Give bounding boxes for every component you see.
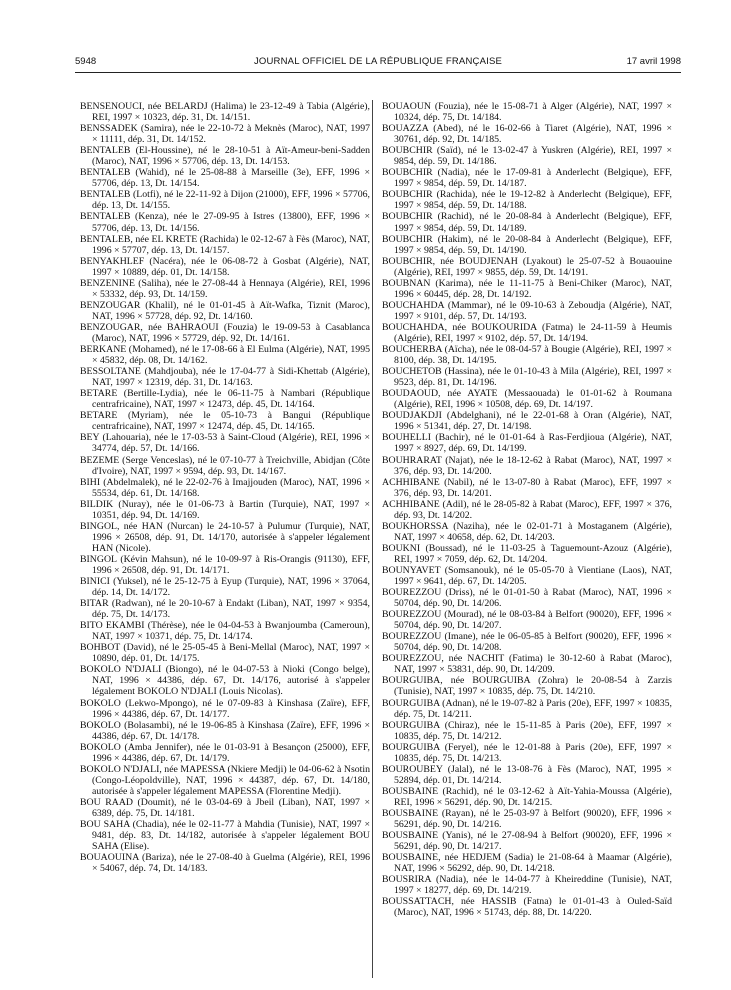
register-entry: BOUCHERBA (Aïcha), née le 08-04-57 à Bougie (Algérie), REI, 1997 × 8100, dép. 38, Dt. 14/195. xyxy=(382,344,672,367)
register-entry: BOURGUIBA (Adnan), né le 19-07-82 à Paris (20e), EFF, 1997 × 10835, dép. 75, Dt. 14/211. xyxy=(382,697,672,720)
register-entry: BOUSBAINE (Yanis), né le 27-08-94 à Belfort (90020), EFF, 1996 × 56291, dép. 90, Dt. 14/217. xyxy=(382,830,672,853)
register-entry: ACHHIBANE (Nabil), né le 13-07-80 à Rabat (Maroc), EFF, 1997 × 376, dép. 93, Dt. 14/201. xyxy=(382,476,672,499)
register-entry: BETARE (Bertille-Lydia), née le 06-11-75 à Nambari (République centrafricaine), NAT, 1997 × 12473, dép. 45, Dt. 14/164. xyxy=(80,388,370,411)
register-entry: BOUREZZOU (Mourad), né le 08-03-84 à Belfort (90020), EFF, 1996 × 50704, dép. 90, Dt. 14/207. xyxy=(382,609,672,632)
publication-date: 17 avril 1998 xyxy=(626,56,681,67)
header-rule xyxy=(75,72,681,73)
register-entry: BOUBCHIR (Nadia), née le 17-09-81 à Anderlecht (Belgique), EFF, 1997 × 9854, dép. 59, Dt. 14/187. xyxy=(382,167,672,190)
register-entry: BOUBCHIR, née BOUDJENAH (Lyakout) le 25-07-52 à Bouaouine (Algérie), REI, 1997 × 9855, dép. 59, Dt. 14/191. xyxy=(382,255,672,278)
register-entry: BINGOL, née HAN (Nurcan) le 24-10-57 à Pulumur (Turquie), NAT, 1996 × 26508, dép. 91, Dt. 14/170, autorisée à s'appeler légalement HAN (Nicole). xyxy=(80,520,370,554)
register-entry: BOUHELLI (Bachir), né le 01-01-64 à Ras-Ferdjioua (Algérie), NAT, 1997 × 8927, dép. 69, Dt. 14/199. xyxy=(382,432,672,455)
register-entry: BITAR (Radwan), né le 20-10-67 à Endakt (Liban), NAT, 1997 × 9354, dép. 75, Dt. 14/173. xyxy=(80,598,370,621)
register-entry: BOKOLO (Amba Jennifer), née le 01-03-91 à Besançon (25000), EFF, 1996 × 44386, dép. 67, Dt. 14/179. xyxy=(80,741,370,764)
register-entry: BOKOLO (Lekwo-Mpongo), né le 07-09-83 à Kinshasa (Zaïre), EFF, 1996 × 44386, dép. 67, Dt. 14/177. xyxy=(80,697,370,720)
register-entry: BOKOLO (Bolasambi), né le 19-06-85 à Kinshasa (Zaïre), EFF, 1996 × 44386, dép. 67, Dt. 14/178. xyxy=(80,719,370,742)
register-entry: BOUAOUINA (Bariza), née le 27-08-40 à Guelma (Algérie), REI, 1996 × 54067, dép. 74, Dt. 14/183. xyxy=(80,852,370,875)
register-entry: BOU RAAD (Doumit), né le 03-04-69 à Jbeil (Liban), NAT, 1997 × 6389, dép. 75, Dt. 14/181. xyxy=(80,796,370,819)
register-entry: BOU SAHA (Chadia), née le 02-11-77 à Mahdia (Tunisie), NAT, 1997 × 9481, dép. 83, Dt. 14/182, autorisée à s'appeler légalement BOU SAHA (Elise). xyxy=(80,819,370,853)
register-entry: BENZOUGAR, née BAHRAOUI (Fouzia) le 19-09-53 à Casablanca (Maroc), NAT, 1996 × 57729, dép. 92, Dt. 14/161. xyxy=(80,321,370,344)
register-entry: BOKOLO N'DJALI (Biongo), né le 04-07-53 à Nioki (Congo belge), NAT, 1996 × 44386, dép. 67, Dt. 14/176, autorisé à s'appeler légalement BOKOLO N'DJALI (Louis Nicolas). xyxy=(80,664,370,698)
register-entry: ACHHIBANE (Adil), né le 28-05-82 à Rabat (Maroc), EFF, 1997 × 376, dép. 93, Dt. 14/202. xyxy=(382,498,672,521)
register-entry: BOUCHAHDA, née BOUKOURIDA (Fatma) le 24-11-59 à Heumis (Algérie), REI, 1997 × 9102, dép. 57, Dt. 14/194. xyxy=(382,321,672,344)
register-entry: BOUREZZOU (Driss), né le 01-01-50 à Rabat (Maroc), NAT, 1996 × 50704, dép. 90, Dt. 14/206. xyxy=(382,587,672,610)
register-entry: BESSOLTANE (Mahdjouba), née le 17-04-77 à Sidi-Khettab (Algérie), NAT, 1997 × 12319, dép. 31, Dt. 14/163. xyxy=(80,366,370,389)
register-entry: BENZENINE (Saliha), née le 27-08-44 à Hennaya (Algérie), REI, 1996 × 53332, dép. 93, Dt. 14/159. xyxy=(80,277,370,300)
page-number: 5948 xyxy=(75,56,97,67)
register-entry: BOUNYAVET (Somsanouk), né le 05-05-70 à Vientiane (Laos), NAT, 1997 × 9641, dép. 67, Dt. 14/205. xyxy=(382,564,672,588)
register-entry: BOHBOT (David), né le 25-05-45 à Beni-Mellal (Maroc), NAT, 1997 × 10890, dép. 01, Dt. 14/175. xyxy=(80,642,370,665)
register-entry: BOUSBAINE (Rachid), né le 03-12-62 à Aït-Yahia-Moussa (Algérie), REI, 1996 × 56291, dép. 90, Dt. 14/215. xyxy=(382,785,672,808)
journal-title: JOURNAL OFFICIEL DE LA RÉPUBLIQUE FRANÇAISE xyxy=(253,56,503,67)
register-entry: BILDIK (Nuray), née le 01-06-73 à Bartin (Turquie), NAT, 1997 × 10351, dép. 94, Dt. 14/169. xyxy=(80,498,370,521)
register-entry: BOUREZZOU (Imane), née le 06-05-85 à Belfort (90020), EFF, 1996 × 50704, dép. 90, Dt. 14/208. xyxy=(382,631,672,654)
register-entry: BOUBCHIR (Rachida), née le 19-12-82 à Anderlecht (Belgique), EFF, 1997 × 9854, dép. 59, Dt. 14/188. xyxy=(382,189,672,212)
register-entry: BOUHRARAT (Najat), née le 18-12-62 à Rabat (Maroc), NAT, 1997 × 376, dép. 93, Dt. 14/200. xyxy=(382,454,672,477)
register-entry: BEY (Lahouaria), née le 17-03-53 à Saint-Cloud (Algérie), REI, 1996 × 34774, dép. 57, Dt. 14/166. xyxy=(80,432,370,455)
register-entry: BOUKHORSSA (Naziha), née le 02-01-71 à Mostaganem (Algérie), NAT, 1997 × 40658, dép. 62, Dt. 14/203. xyxy=(382,520,672,543)
register-entry: BENTALEB (Wahid), né le 25-08-88 à Marseille (3e), EFF, 1996 × 57706, dép. 13, Dt. 14/154. xyxy=(80,167,370,190)
register-entry: BINGOL (Kévin Mahsun), né le 10-09-97 à Ris-Orangis (91130), EFF, 1996 × 26508, dép. 91, Dt. 14/171. xyxy=(80,553,370,576)
right-column xyxy=(382,101,672,918)
register-entry: BOUSBAINE (Rayan), né le 25-03-97 à Belfort (90020), EFF, 1996 × 56291, dép. 90, Dt. 14/216. xyxy=(382,808,672,831)
register-entry: BOKOLO N'DJALI, née MAPESSA (Nkiere Medji) le 04-06-62 à Nsotin (Congo-Léopoldville), NAT, 1996 × 44387, dép. 67, Dt. 14/180, autorisée à s'appeler légalement MAPESSA (Florentine Medji). xyxy=(80,763,370,797)
register-entry: BOURGUIBA (Chiraz), née le 15-11-85 à Paris (20e), EFF, 1997 × 10835, dép. 75, Dt. 14/212. xyxy=(382,719,672,742)
register-entry: BOUBCHIR (Hakim), né le 20-08-84 à Anderlecht (Belgique), EFF, 1997 × 9854, dép. 59, Dt. 14/190. xyxy=(382,233,672,256)
register-entry: BOUBCHIR (Saïd), né le 13-02-47 à Yuskren (Algérie), REI, 1997 × 9854, dép. 59, Dt. 14/186. xyxy=(382,145,672,168)
register-entry: BENTALEB (El-Houssine), né le 28-10-51 à Aït-Ameur-beni-Sadden (Maroc), NAT, 1996 × 57706, dép. 13, Dt. 14/153. xyxy=(80,145,370,168)
register-entry: BOUDAOUD, née AYATE (Messaouada) le 01-01-62 à Roumana (Algérie), REI, 1996 × 10508, dép. 69, Dt. 14/197. xyxy=(382,388,672,411)
register-entry: BOURGUIBA (Feryel), née le 12-01-88 à Paris (20e), EFF, 1997 × 10835, dép. 75, Dt. 14/213. xyxy=(382,741,672,764)
register-entry: BIHI (Abdelmalek), né le 22-02-76 à Imajjouden (Maroc), NAT, 1996 × 55534, dép. 61, Dt. 14/168. xyxy=(80,476,370,499)
register-entry: BENTALEB, née EL KRETE (Rachida) le 02-12-67 à Fès (Maroc), NAT, 1996 × 57707, dép. 13, Dt. 14/157. xyxy=(80,233,370,256)
register-entry: BOUBNAN (Karima), née le 11-11-75 à Beni-Chiker (Maroc), NAT, 1996 × 60445, dép. 28, Dt. 14/192. xyxy=(382,277,672,300)
register-entry: BOUDJAKDJI (Abdelghani), né le 22-01-68 à Oran (Algérie), NAT, 1996 × 51341, dép. 27, Dt. 14/198. xyxy=(382,410,672,433)
register-entry: BEZEME (Serge Venceslas), né le 07-10-77 à Treichville, Abidjan (Côte d'Ivoire), NAT, 1997 × 9594, dép. 93, Dt. 14/167. xyxy=(80,454,370,477)
register-entry: BENYAKHLEF (Nacéra), née le 06-08-72 à Gosbat (Algérie), NAT, 1997 × 10889, dép. 01, Dt. 14/158. xyxy=(80,255,370,278)
register-entry: BETARE (Myriam), née le 05-10-73 à Bangui (République centrafricaine), NAT, 1997 × 12474, dép. 45, Dt. 14/165. xyxy=(80,410,370,433)
register-entry: BOUSSATTACH, née HASSIB (Fatna) le 01-01-43 à Ouled-Saïd (Maroc), NAT, 1996 × 51743, dép. 88, Dt. 14/220. xyxy=(382,896,672,919)
register-entry: BOUCHETOB (Hassina), née le 01-10-43 à Mila (Algérie), REI, 1997 × 9523, dép. 81, Dt. 14/196. xyxy=(382,366,672,389)
register-entry: BINICI (Yuksel), né le 25-12-75 à Eyup (Turquie), NAT, 1996 × 37064, dép. 14, Dt. 14/172. xyxy=(80,576,370,599)
column-divider xyxy=(372,100,373,978)
register-entry: BOUROUBEY (Jalal), né le 13-08-76 à Fès (Maroc), NAT, 1995 × 52894, dép. 01, Dt. 14/214. xyxy=(382,763,672,786)
register-entry: BOUKNI (Boussad), né le 11-03-25 à Taguemount-Azouz (Algérie), REI, 1997 × 7059, dép. 62, Dt. 14/204. xyxy=(382,542,672,565)
register-entry: BOURGUIBA, née BOURGUIBA (Zohra) le 20-08-54 à Zarzis (Tunisie), NAT, 1997 × 10835, dép. 75, Dt. 14/210. xyxy=(382,675,672,698)
register-entry: BENTALEB (Kenza), née le 27-09-95 à Istres (13800), EFF, 1996 × 57706, dép. 13, Dt. 14/156. xyxy=(80,211,370,234)
register-entry: BOUSRIRA (Nadia), née le 14-04-77 à Kheireddine (Tunisie), NAT, 1997 × 18277, dép. 69, Dt. 14/219. xyxy=(382,874,672,897)
register-entry: BOUAZZA (Abed), né le 16-02-66 à Tiaret (Algérie), NAT, 1996 × 30761, dép. 92, Dt. 14/185. xyxy=(382,123,672,146)
register-entry: BENZOUGAR (Khalil), né le 01-01-45 à Aït-Wafka, Tiznit (Maroc), NAT, 1996 × 57728, dép. 92, Dt. 14/160. xyxy=(80,299,370,322)
register-entry: BOUBCHIR (Rachid), né le 20-08-84 à Anderlecht (Belgique), EFF, 1997 × 9854, dép. 59, Dt. 14/189. xyxy=(382,211,672,234)
register-entry: BENSENOUCI, née BELARDJ (Halima) le 23-12-49 à Tabia (Algérie), REI, 1997 × 10323, dép. 31, Dt. 14/151. xyxy=(80,101,370,124)
register-entry: BOUREZZOU, née NACHIT (Fatima) le 30-12-60 à Rabat (Maroc), NAT, 1997 × 53831, dép. 90, Dt. 14/209. xyxy=(382,653,672,676)
register-entry: BERKANE (Mohamed), né le 17-08-66 à El Eulma (Algérie), NAT, 1995 × 45832, dép. 08, Dt. 14/162. xyxy=(80,344,370,367)
register-entry: BOUSBAINE, née HEDJEM (Sadia) le 21-08-64 à Maamar (Algérie), NAT, 1996 × 56292, dép. 90, Dt. 14/218. xyxy=(382,852,672,875)
left-column xyxy=(80,101,370,874)
register-entry: BOUCHAHDA (Mammar), né le 09-10-63 à Zeboudja (Algérie), NAT, 1997 × 9101, dép. 57, Dt. 14/193. xyxy=(382,299,672,322)
register-entry: BITO EKAMBI (Thérèse), née le 04-04-53 à Bwanjoumba (Cameroun), NAT, 1997 × 10371, dép. 75, Dt. 14/174. xyxy=(80,620,370,643)
page-header xyxy=(75,56,681,70)
register-entry: BENSSADEK (Samira), née le 22-10-72 à Meknès (Maroc), NAT, 1997 × 11111, dép. 31, Dt. 14/152. xyxy=(80,123,370,146)
register-entry: BENTALEB (Lotfi), né le 22-11-92 à Dijon (21000), EFF, 1996 × 57706, dép. 13, Dt. 14/155. xyxy=(80,189,370,212)
register-entry: BOUAOUN (Fouzia), née le 15-08-71 à Alger (Algérie), NAT, 1997 × 10324, dép. 75, Dt. 14/184. xyxy=(382,101,672,124)
